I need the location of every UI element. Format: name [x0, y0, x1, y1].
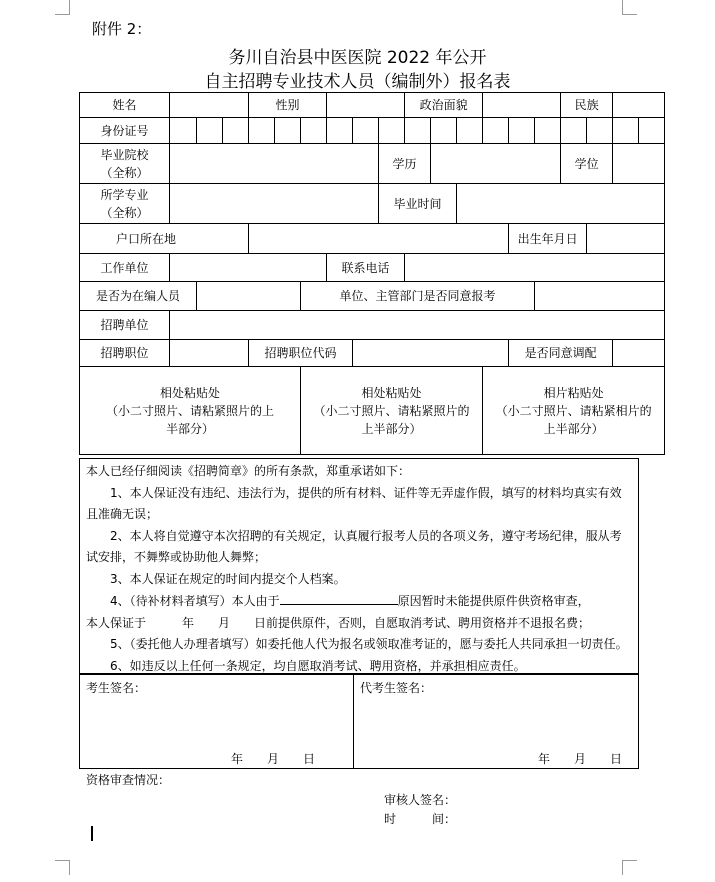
proxy-signature-date: 年 月 日 — [538, 752, 623, 766]
recruit-unit-label: 招聘单位 — [80, 311, 170, 340]
education-field[interactable] — [431, 144, 561, 184]
gender-field[interactable] — [327, 93, 405, 118]
reviewer-signature-label: 审核人签名： — [384, 793, 457, 807]
agree-adjust-label: 是否同意调配 — [509, 340, 613, 367]
political-label: 政治面貌 — [405, 93, 483, 118]
photo-box-1[interactable] — [80, 367, 301, 455]
id-digit-cell[interactable] — [483, 118, 509, 144]
school-label — [80, 144, 170, 184]
pledge-item-4-line2: 本人保证于 年 月 日前提供原件，否则，自愿取消考试、聘用资格并不退报名费； — [86, 615, 591, 630]
photo-box-3-line2: （小二寸照片、请粘紧相片的 — [495, 403, 652, 418]
gender-label: 性别 — [249, 93, 327, 118]
phone-label: 联系电话 — [327, 254, 405, 282]
crop-mark-top-left — [55, 0, 70, 15]
photo-box-1-title: 相处粘贴处 — [160, 385, 221, 400]
pledge-intro: 本人已经仔细阅读《招聘简章》的所有条款，郑重承诺如下： — [86, 464, 411, 478]
id-digit-cell[interactable] — [170, 118, 197, 144]
id-digit-cell[interactable] — [249, 118, 275, 144]
work-unit-field[interactable] — [170, 254, 327, 282]
id-digit-cell[interactable] — [457, 118, 483, 144]
pledge-item-4 — [86, 590, 632, 613]
school-field[interactable] — [170, 144, 379, 184]
id-digit-cell[interactable] — [535, 118, 561, 144]
position-code-field[interactable] — [353, 340, 509, 367]
signature-section — [79, 674, 639, 769]
text-cursor — [91, 826, 93, 841]
household-field[interactable] — [249, 224, 509, 254]
id-digit-cell[interactable] — [353, 118, 379, 144]
photo-box-1-line3: 半部分） — [166, 421, 215, 436]
review-time-label: 时 间： — [384, 812, 457, 826]
title-line-2: 自主招聘专业技术人员（编制外）报名表 — [204, 72, 511, 92]
phone-field[interactable] — [405, 254, 665, 282]
photo-box-3-title: 相片粘贴处 — [543, 385, 604, 400]
pledge-item-4-pre: 4、（待补材料者填写）本人由于 — [110, 594, 280, 608]
pledge-item-4-blank[interactable] — [280, 590, 398, 605]
photo-box-2-line2: （小二寸照片、请粘紧照片的 — [313, 403, 470, 418]
pledge-item-3: 3、本人保证在规定的时间内提交个人档案。 — [110, 571, 346, 586]
id-digit-cell[interactable] — [561, 118, 587, 144]
birth-date-label: 出生年月日 — [509, 224, 587, 254]
id-digit-cell[interactable] — [327, 118, 353, 144]
position-code-label: 招聘职位代码 — [249, 340, 353, 367]
id-digit-cell[interactable] — [301, 118, 327, 144]
crop-mark-bottom-right — [622, 860, 637, 875]
work-unit-label: 工作单位 — [80, 254, 170, 282]
photo-box-3-line3: 上半部分） — [543, 421, 604, 436]
name-label: 姓名 — [80, 93, 170, 118]
recruit-position-label: 招聘职位 — [80, 340, 170, 367]
id-digit-cell[interactable] — [431, 118, 457, 144]
id-digit-cell[interactable] — [379, 118, 405, 144]
school-label-line2: （全称） — [100, 165, 149, 180]
registration-form-table — [79, 92, 665, 455]
recruit-unit-field[interactable] — [170, 311, 665, 340]
graduation-time-field[interactable] — [457, 184, 665, 224]
proxy-signature-label: 代考生签名： — [360, 681, 433, 695]
signature-divider — [353, 675, 354, 768]
photo-box-2-line3: 上半部分） — [361, 421, 422, 436]
agree-apply-field[interactable] — [535, 282, 665, 311]
agree-apply-label: 单位、主管部门是否同意报考 — [301, 282, 535, 311]
id-digit-cell[interactable] — [509, 118, 535, 144]
birth-date-field[interactable] — [587, 224, 665, 254]
crop-mark-bottom-left — [55, 860, 70, 875]
agree-adjust-field[interactable] — [613, 340, 665, 367]
pledge-item-4-post: 原因暂时未能提供原件供资格审查， — [397, 594, 590, 608]
pledge-section — [79, 458, 639, 674]
on-staff-field[interactable] — [197, 282, 301, 311]
recruit-position-field[interactable] — [170, 340, 249, 367]
school-label-line1: 毕业院校 — [100, 147, 149, 162]
photo-box-3[interactable] — [483, 367, 665, 455]
id-digit-cell[interactable] — [613, 118, 639, 144]
id-digit-cell[interactable] — [639, 118, 665, 144]
pledge-item-2: 2、本人将自觉遵守本次招聘的有关规定，认真履行报考人员的各项义务，遵守考场纪律，服从考试安排，不舞弊或协助他人舞弊； — [86, 528, 622, 564]
candidate-signature-label: 考生签名： — [86, 681, 147, 695]
proxy-signature-area[interactable] — [362, 701, 632, 749]
pledge-item-6: 6、如违反以上任何一条规定，均自愿取消考试、聘用资格，并承担相应责任。 — [110, 658, 526, 673]
photo-box-2[interactable] — [301, 367, 483, 455]
major-label-line2: （全称） — [100, 205, 149, 220]
on-staff-label: 是否为在编人员 — [80, 282, 197, 311]
attachment-label: 附件 2： — [92, 20, 152, 38]
crop-mark-top-right — [622, 0, 637, 15]
degree-label: 学位 — [561, 144, 613, 184]
id-digit-cell[interactable] — [587, 118, 613, 144]
title-line-1: 务川自治县中医医院 2022 年公开 — [228, 48, 487, 68]
pledge-item-1: 1、本人保证没有违纪、违法行为，提供的所有材料、证件等无弄虚作假，填写的材料均真实有效且准确无误； — [86, 485, 622, 521]
pledge-item-5: 5、（委托他人办理者填写）如委托他人代为报名或领取准考证的，愿与委托人共同承担一切责任。 — [110, 637, 628, 651]
photo-box-1-line2: （小二寸照片、请粘紧照片的上 — [106, 403, 275, 418]
candidate-signature-date: 年 月 日 — [231, 752, 316, 766]
major-label — [80, 184, 170, 224]
graduation-time-label: 毕业时间 — [379, 184, 457, 224]
political-field[interactable] — [483, 93, 561, 118]
degree-field[interactable] — [613, 144, 665, 184]
id-number-label: 身份证号 — [80, 118, 170, 144]
household-label: 户口所在地 — [80, 224, 249, 254]
major-label-line1: 所学专业 — [100, 187, 149, 202]
ethnicity-field[interactable] — [613, 93, 665, 118]
education-label: 学历 — [379, 144, 431, 184]
photo-box-2-title: 相处粘贴处 — [361, 385, 422, 400]
id-digit-cell[interactable] — [405, 118, 431, 144]
name-field[interactable] — [170, 93, 249, 118]
ethnicity-label: 民族 — [561, 93, 613, 118]
candidate-signature-area[interactable] — [88, 701, 343, 749]
id-digit-cell[interactable] — [223, 118, 249, 144]
major-field[interactable] — [170, 184, 379, 224]
review-status-label: 资格审查情况： — [86, 773, 171, 787]
id-digit-cell[interactable] — [275, 118, 301, 144]
id-digit-cell[interactable] — [197, 118, 223, 144]
